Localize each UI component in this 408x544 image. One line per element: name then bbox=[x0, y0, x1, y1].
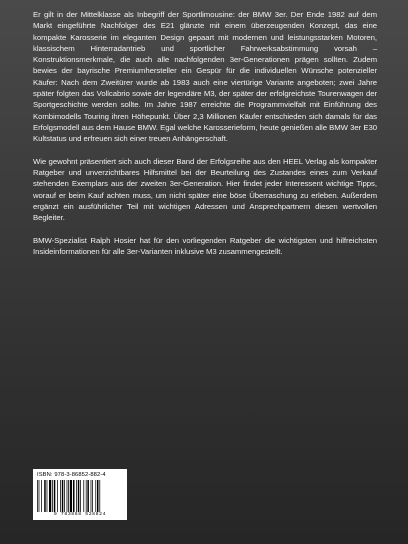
paragraph-author: BMW-Spezialist Ralph Hosier hat für den vorliegenden Ratgeber die wichtigsten und hilfreichsten Insideinformationen für alle 3er-Varianten inklusive M3 zusammengestellt. bbox=[33, 235, 377, 257]
barcode-bars-icon bbox=[37, 480, 123, 512]
barcode-digits: 9 783868 528824 bbox=[53, 512, 107, 517]
paragraph-intro: Er gilt in der Mittelklasse als Inbegriff der Sportlimousine: der BMW 3er. Der Ende 1982 auf dem Markt eingeführte Nachfolger des E21 glänzte mit einem überzeugenden Konzept, das eine kompakte Karosserie im eleganten Design gepaart mit modernen und leistungsstarken Motoren, klassischem Hinterradantrieb und sportlicher Fahrwerksabstimmung vorsah – Konstruktionsmerkmale, die auch alle nachfolgenden 3er-Generationen prägen sollten. Zudem bewies der bayrische Premiumhersteller ein Gespür für die individuellen Wünsche potenzieller Käufer: Nach dem Zweitürer wurde ab 1983 auch eine viertürige Variante angeboten; zwei Jahre später folgten das Vollcabrio sowie der legendäre M3, der später der erfolgreichste Tourenwagen der Sportgeschichte werden sollte. Im Jahre 1987 erreichte die Programmvielfalt mit Einführung des Kombimodells Touring ihren Höhepunkt. Über 2,3 Millionen Käufer entschieden sich damals für das Erfolgsmodell aus dem Hause BMW. Egal welche Karosserieform, heute genießen alle BMW 3er E30 Kultstatus und erfreuen sich einer treuen Anhängerschaft. bbox=[33, 10, 377, 144]
blurb-text bbox=[33, 9, 377, 269]
isbn-barcode bbox=[33, 469, 127, 520]
paragraph-series: Wie gewohnt präsentiert sich auch dieser Band der Erfolgsreihe aus den HEEL Verlag als kompakter Ratgeber und unverzichtbares Hilfsmittel bei der Beurteilung des Zustandes eines zum Verkauf stehenden Exemplars aus der zweiten 3er-Generation. Hier findet jeder Interessent wichtige Tipps, worauf er beim Kauf achten muss, um nicht später eine böse Überraschung zu erleben. Außerdem ergänzt ein ausführlicher Teil mit wichtigen Adressen und Ansprechpartnern diesen wertvollen Begleiter. bbox=[33, 156, 377, 223]
isbn-label: ISBN: 978-3-86852-882-4 bbox=[37, 472, 106, 478]
